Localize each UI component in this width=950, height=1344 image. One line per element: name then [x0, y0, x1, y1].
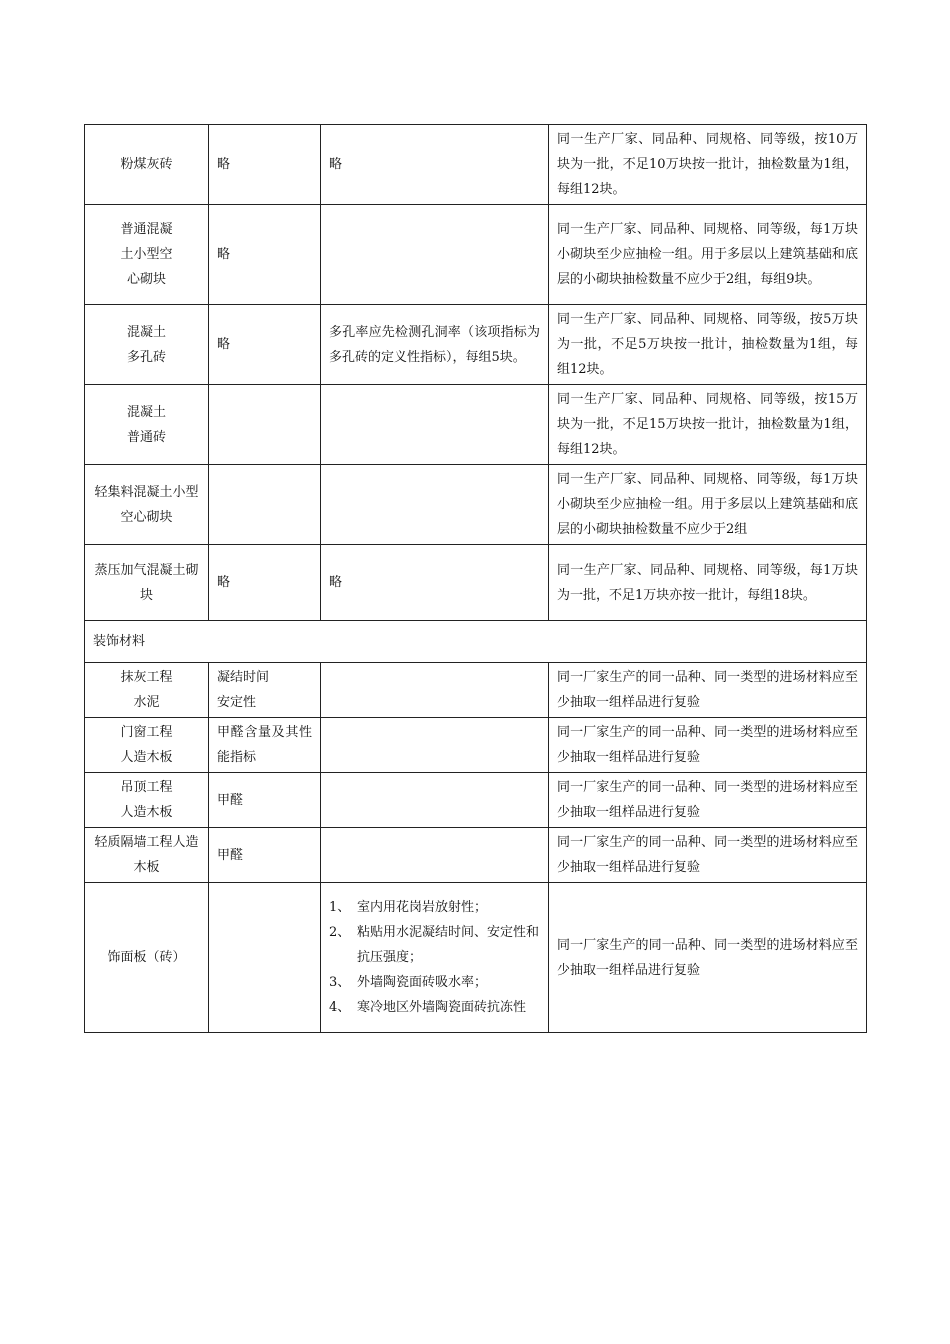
- test-items: 甲醛: [209, 828, 321, 883]
- test-requirements: [321, 883, 549, 1033]
- test-items: 略: [209, 125, 321, 205]
- list-number: 1、: [329, 900, 351, 915]
- material-name: 饰面板（砖）: [85, 883, 209, 1033]
- test-requirements: 略: [321, 125, 549, 205]
- table-row: [85, 883, 867, 1033]
- test-requirements: [321, 718, 549, 773]
- test-items: 略: [209, 205, 321, 305]
- test-items: 甲醛: [209, 773, 321, 828]
- table-row: [85, 545, 867, 621]
- material-name: 混凝土普通砖: [85, 385, 209, 465]
- list-item: [329, 995, 540, 1020]
- test-requirements: [321, 828, 549, 883]
- table-row: [85, 718, 867, 773]
- sampling-table: [84, 124, 867, 1033]
- table-row: [85, 385, 867, 465]
- test-requirements: [321, 205, 549, 305]
- section-row: [85, 621, 867, 663]
- material-name: 轻质隔墙工程人造木板: [85, 828, 209, 883]
- material-name: 门窗工程人造木板: [85, 718, 209, 773]
- test-requirements: [321, 773, 549, 828]
- test-items: 甲醛含量及其性能指标: [209, 718, 321, 773]
- test-items: 凝结时间安定性: [209, 663, 321, 718]
- table-row: [85, 773, 867, 828]
- material-name: 轻集料混凝土小型空心砌块: [85, 465, 209, 545]
- section-heading: 装饰材料: [85, 621, 867, 663]
- material-name: 粉煤灰砖: [85, 125, 209, 205]
- test-requirements: 多孔率应先检测孔洞率（该项指标为多孔砖的定义性指标），每组5块。: [321, 305, 549, 385]
- list-number: 3、: [329, 975, 351, 990]
- table-row: [85, 828, 867, 883]
- table-row: [85, 125, 867, 205]
- list-number: 4、: [329, 1000, 351, 1015]
- material-name: 抹灰工程水泥: [85, 663, 209, 718]
- test-requirements: [321, 663, 549, 718]
- list-text: 寒冷地区外墙陶瓷面砖抗冻性: [357, 1000, 527, 1015]
- test-requirements: [321, 465, 549, 545]
- table-row: [85, 205, 867, 305]
- sampling-rule: 同一生产厂家、同品种、同规格、同等级，按10万块为一批，不足10万块按一批计，抽检数量为1组，每组12块。: [549, 125, 867, 205]
- sampling-rule: 同一生产厂家、同品种、同规格、同等级，每1万块小砌块至少应抽检一组。用于多层以上建筑基础和底层的小砌块抽检数量不应少于2组，每组9块。: [549, 205, 867, 305]
- test-items: 略: [209, 545, 321, 621]
- material-name: 蒸压加气混凝土砌块: [85, 545, 209, 621]
- material-name: 普通混凝土小型空心砌块: [85, 205, 209, 305]
- list-text: 粘贴用水泥凝结时间、安定性和抗压强度；: [357, 925, 540, 965]
- test-items: 略: [209, 305, 321, 385]
- list-item: [329, 920, 540, 970]
- sampling-rule: 同一厂家生产的同一品种、同一类型的进场材料应至少抽取一组样品进行复验: [549, 718, 867, 773]
- sampling-rule: 同一生产厂家、同品种、同规格、同等级，每1万块小砌块至少应抽检一组。用于多层以上建筑基础和底层的小砌块抽检数量不应少于2组: [549, 465, 867, 545]
- list-item: [329, 970, 540, 995]
- table-row: [85, 663, 867, 718]
- list-number: 2、: [329, 925, 351, 940]
- test-requirements: [321, 385, 549, 465]
- sampling-rule: 同一生产厂家、同品种、同规格、同等级，按15万块为一批，不足15万块按一批计，抽检数量为1组，每组12块。: [549, 385, 867, 465]
- list-text: 室内用花岗岩放射性；: [357, 900, 488, 915]
- table-row: [85, 465, 867, 545]
- list-text: 外墙陶瓷面砖吸水率；: [357, 975, 488, 990]
- test-items: [209, 883, 321, 1033]
- sampling-rule: 同一生产厂家、同品种、同规格、同等级，每1万块为一批，不足1万块亦按一批计，每组18块。: [549, 545, 867, 621]
- list-item: [329, 895, 540, 920]
- requirement-list: [329, 895, 540, 1020]
- test-items: [209, 385, 321, 465]
- material-name: 吊顶工程人造木板: [85, 773, 209, 828]
- sampling-rule: 同一厂家生产的同一品种、同一类型的进场材料应至少抽取一组样品进行复验: [549, 663, 867, 718]
- test-requirements: 略: [321, 545, 549, 621]
- sampling-rule: 同一厂家生产的同一品种、同一类型的进场材料应至少抽取一组样品进行复验: [549, 883, 867, 1033]
- sampling-rule: 同一厂家生产的同一品种、同一类型的进场材料应至少抽取一组样品进行复验: [549, 828, 867, 883]
- material-name: 混凝土多孔砖: [85, 305, 209, 385]
- test-items: [209, 465, 321, 545]
- table-row: [85, 305, 867, 385]
- sampling-rule: 同一生产厂家、同品种、同规格、同等级，按5万块为一批，不足5万块按一批计，抽检数量为1组，每组12块。: [549, 305, 867, 385]
- sampling-rule: 同一厂家生产的同一品种、同一类型的进场材料应至少抽取一组样品进行复验: [549, 773, 867, 828]
